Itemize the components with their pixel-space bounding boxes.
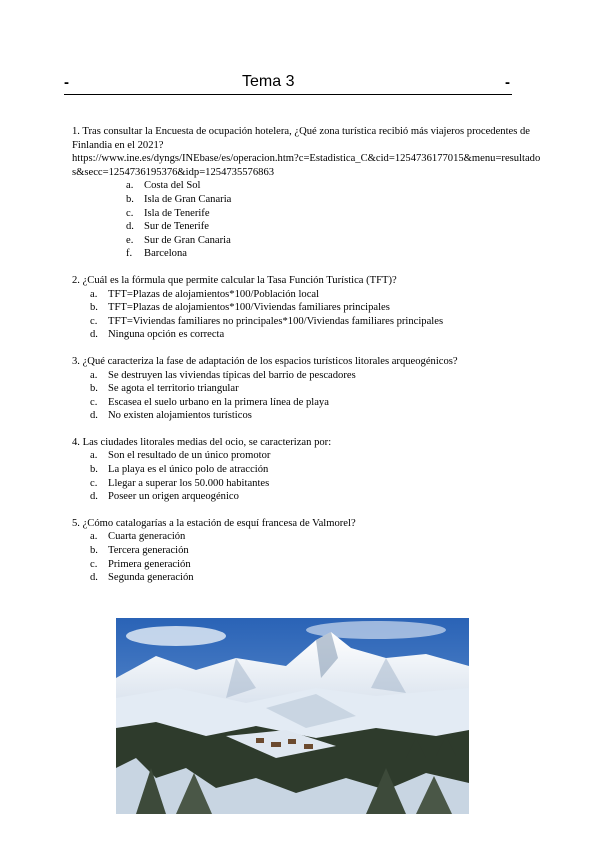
question-2-options	[72, 288, 542, 342]
option-3a[interactable]: a. Se destruyen las viviendas típicas del barrio de pescadores	[90, 369, 356, 381]
option-2b[interactable]: b. TFT=Plazas de alojamientos*100/Viviendas familiares principales	[90, 302, 390, 314]
question-4	[72, 436, 542, 504]
header-left-mark: -	[64, 74, 69, 91]
question-1-link[interactable]: https://www.ine.es/dyngs/INEbase/es/operacion.htm?c=Estadistica_C&cid=1254736177015&menu=resultados&secc=1254736195376&idp=1254735576863	[72, 153, 541, 178]
question-1-options	[72, 179, 542, 261]
question-3	[72, 355, 542, 423]
question-5-text: 5. ¿Cómo catalogarías a la estación de esquí francesa de Valmorel?	[72, 517, 356, 529]
question-2	[72, 274, 542, 342]
option-1e[interactable]: e. Sur de Gran Canaria	[126, 234, 231, 246]
option-2c[interactable]: c. TFT=Viviendas familiares no principales*100/Viviendas familiares principales	[90, 315, 444, 327]
option-1d[interactable]: d. Sur de Tenerife	[126, 221, 209, 233]
option-1f[interactable]: f. Barcelona	[126, 248, 187, 260]
option-5a[interactable]: a. Cuarta generación	[90, 531, 186, 543]
option-5c[interactable]: c. Primera generación	[90, 558, 191, 570]
option-4d[interactable]: d. Poseer un origen arqueogénico	[90, 491, 239, 503]
header-right-mark: -	[505, 74, 510, 91]
question-3-text: 3. ¿Qué caracteriza la fase de adaptación de los espacios turísticos litorales arqueogénicos?	[72, 355, 458, 367]
option-5b[interactable]: b. Tercera generación	[90, 545, 189, 557]
option-2d[interactable]: d. Ninguna opción es correcta	[90, 329, 225, 341]
option-1a[interactable]: a. Costa del Sol	[126, 180, 201, 192]
ski-resort-photo	[116, 618, 469, 814]
question-list	[72, 125, 542, 598]
question-5	[72, 517, 542, 585]
option-3b[interactable]: b. Se agota el territorio triangular	[90, 383, 239, 395]
question-4-options	[72, 449, 542, 503]
option-4a[interactable]: a. Son el resultado de un único promotor	[90, 450, 271, 462]
option-3c[interactable]: c. Escasea el suelo urbano en la primera línea de playa	[90, 396, 329, 408]
question-3-options	[72, 369, 542, 423]
question-1-text: 1. Tras consultar la Encuesta de ocupación hotelera, ¿Qué zona turística recibió más viajeros procedentes de Finlandia en el 2021?	[72, 126, 531, 151]
option-5d[interactable]: d. Segunda generación	[90, 572, 194, 584]
option-1c[interactable]: c. Isla de Tenerife	[126, 207, 210, 219]
page-header	[64, 74, 512, 95]
question-4-text: 4. Las ciudades litorales medias del ocio, se caracterizan por:	[72, 436, 332, 448]
option-4c[interactable]: c. Llegar a superar los 50.000 habitantes	[90, 477, 270, 489]
page-title: Tema 3	[242, 73, 295, 90]
question-1	[72, 125, 542, 261]
option-1b[interactable]: b. Isla de Gran Canaria	[126, 193, 232, 205]
mountain-landscape-illustration	[116, 618, 469, 814]
question-2-text: 2. ¿Cuál es la fórmula que permite calcular la Tasa Función Turística (TFT)?	[72, 274, 397, 286]
option-2a[interactable]: a. TFT=Plazas de alojamientos*100/Población local	[90, 288, 320, 300]
question-5-options	[72, 530, 542, 584]
option-3d[interactable]: d. No existen alojamientos turísticos	[90, 410, 252, 422]
option-4b[interactable]: b. La playa es el único polo de atracción	[90, 464, 269, 476]
